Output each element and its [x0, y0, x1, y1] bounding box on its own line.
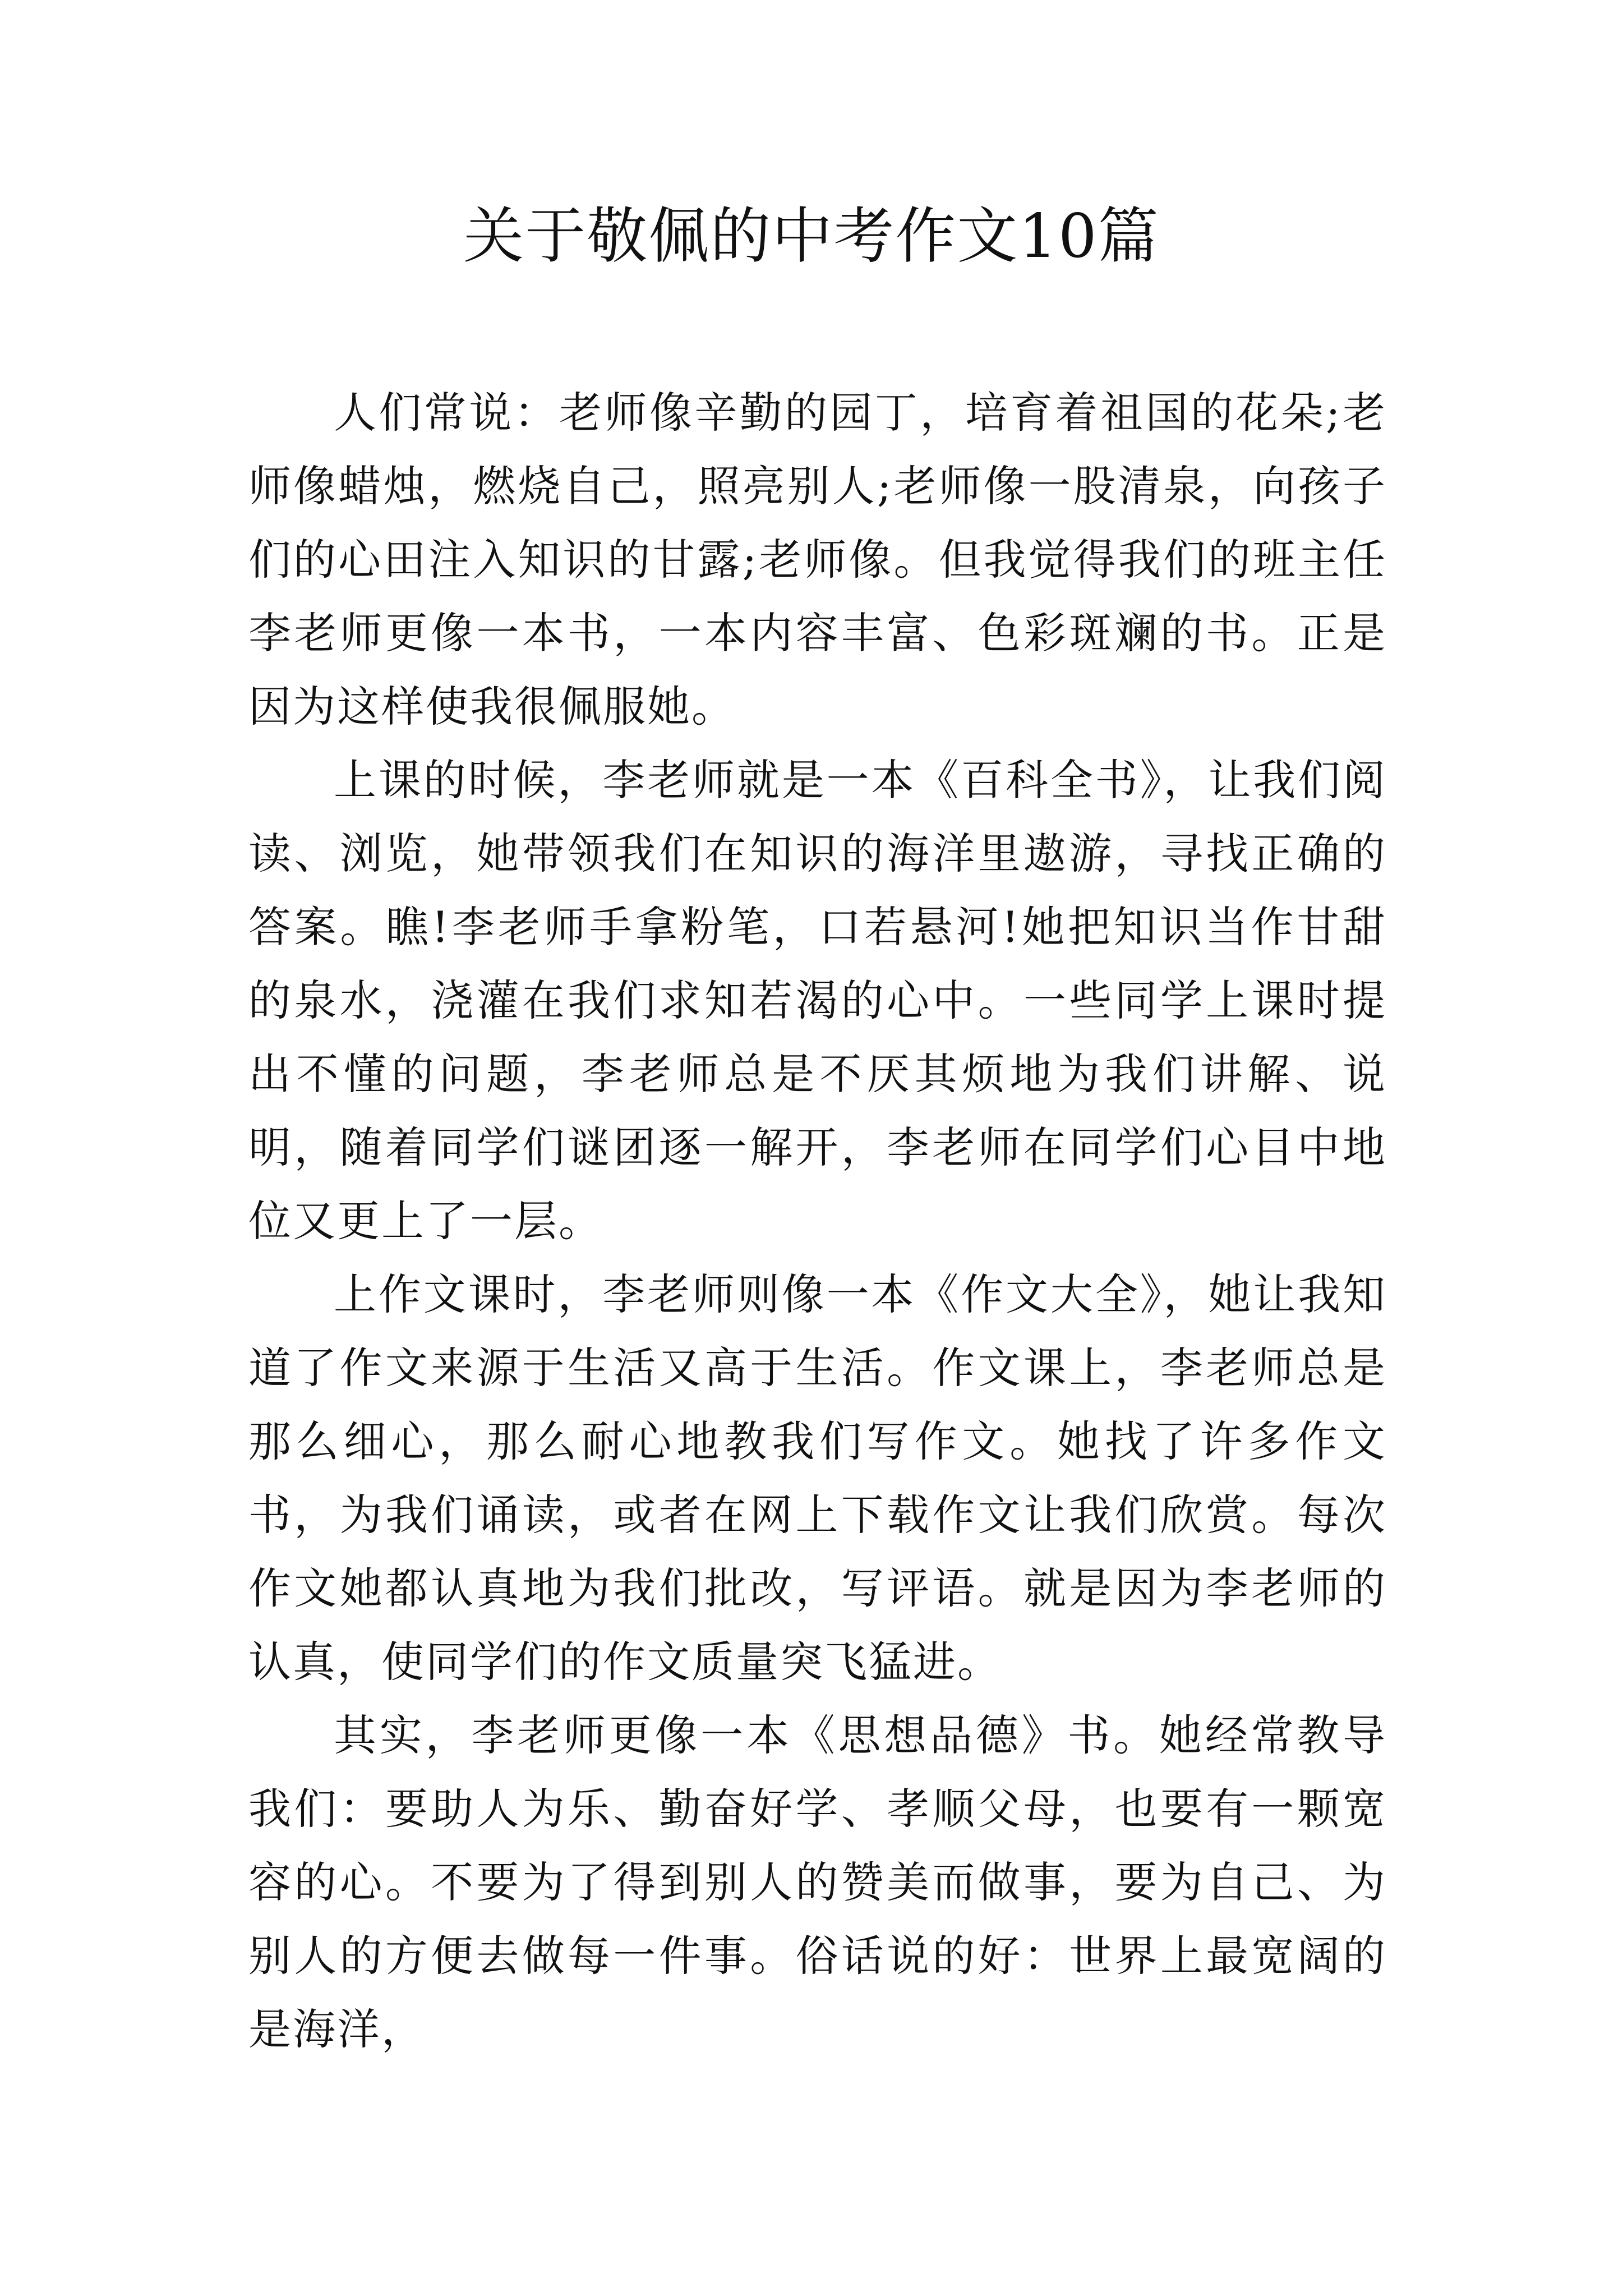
paragraph-3: 上作文课时，李老师则像一本《作文大全》，她让我知道了作文来源于生活又高于生活。作文课上，李老师总是那么细心，那么耐心地教我们写作文。她找了许多作文书，为我们诵读，或者在网上下载作文让我们欣赏。每次作文她都认真地为我们批改，写评语。就是因为李老师的认真，使同学们的作文质量突飞猛进。	[248, 1269, 1387, 1687]
paragraph-1: 人们常说：老师像辛勤的园丁，培育着祖国的花朵;老师像蜡烛，燃烧自己，照亮别人;老师像一股清泉，向孩子们的心田注入知识的甘露;老师像。但我觉得我们的班主任李老师更像一本书，一本内容丰富、色彩斑斓的书。正是因为这样使我很佩服她。	[248, 388, 1387, 731]
paragraph-2: 上课的时候，李老师就是一本《百科全书》，让我们阅读、浏览，她带领我们在知识的海洋里遨游，寻找正确的答案。瞧!李老师手拿粉笔，口若悬河!她把知识当作甘甜的泉水，浇灌在我们求知若渴的心中。一些同学上课时提出不懂的问题，李老师总是不厌其烦地为我们讲解、说明，随着同学们谜团逐一解开，李老师在同学们心目中地位又更上了一层。	[248, 755, 1387, 1246]
paragraph-4: 其实，李老师更像一本《思想品德》书。她经常教导我们：要助人为乐、勤奋好学、孝顺父母，也要有一颗宽容的心。不要为了得到别人的赞美而做事，要为自己、为别人的方便去做每一件事。俗话说的好：世界上最宽阔的是海洋，	[248, 1710, 1387, 2054]
document-title: 关于敬佩的中考作文10篇	[463, 201, 1160, 272]
document-body	[248, 376, 1387, 2066]
